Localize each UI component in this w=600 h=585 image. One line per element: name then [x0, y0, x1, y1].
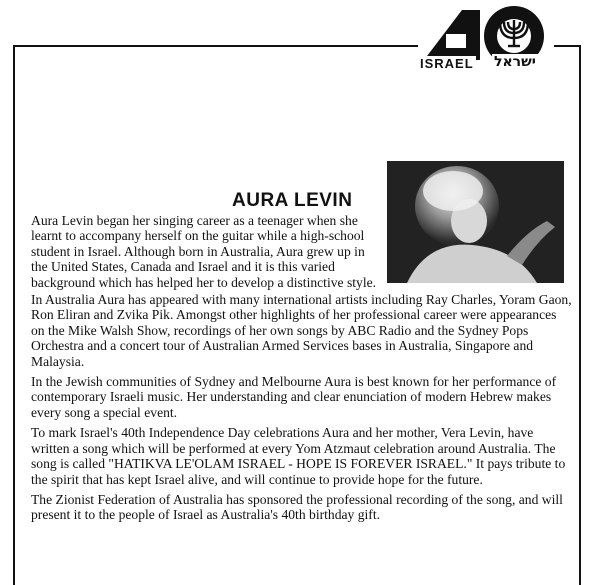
paragraph-sponsorship: The Zionist Federation of Australia has sponsored the professional recording of the song, and will present it to the people of Israel as Australia's 40th birthday gift.: [31, 491, 563, 523]
article-title: AURA LEVIN: [232, 190, 353, 211]
israel-40-emblem-icon: [418, 4, 554, 84]
logo-hebrew-text: ישראל: [494, 54, 536, 70]
article-body: [31, 213, 573, 528]
israel-40-logo: [418, 4, 554, 84]
paragraph-intro: Aura Levin began her singing career as a teenager when she learnt to accompany herself on the guitar while a high-school student in Israel. Although born in Australia, Aura grew up in the United States, Canada and Israel and it is this varied background which has helped her to develop a distinctive style.: [31, 213, 377, 290]
paragraph-anniversary-song: To mark Israel's 40th Independence Day celebrations Aura and her mother, Vera Levin, have written a song which will be performed at every Yom Atzmaut celebration around Australia. The song is called "HATIKVA LE'OLAM ISRAEL - HOPE IS FOREVER ISRAEL." It pays tribute to the spirit that has kept Israel alive, and will continue to provide hope for the future.: [31, 425, 566, 487]
logo-latin-text: ISRAEL: [420, 56, 474, 71]
paragraph-career: In Australia Aura has appeared with many international artists including Ray Charles, Yoram Gaon, Ron Eliran and Zvika Pik. Amongst other highlights of her professional career were appearances on the Mike Walsh Show, recordings of her own songs by ABC Radio and the Sydney Pops Orchestra and a concert tour of Australian Armed Services bases in Australia, Singapore and Malaysia.: [31, 292, 572, 369]
paragraph-communities: In the Jewish communities of Sydney and Melbourne Aura is best known for her performance of contemporary Israeli music. Her understanding and clear enunciation of modern Hebrew makes every song a special event.: [31, 374, 557, 420]
